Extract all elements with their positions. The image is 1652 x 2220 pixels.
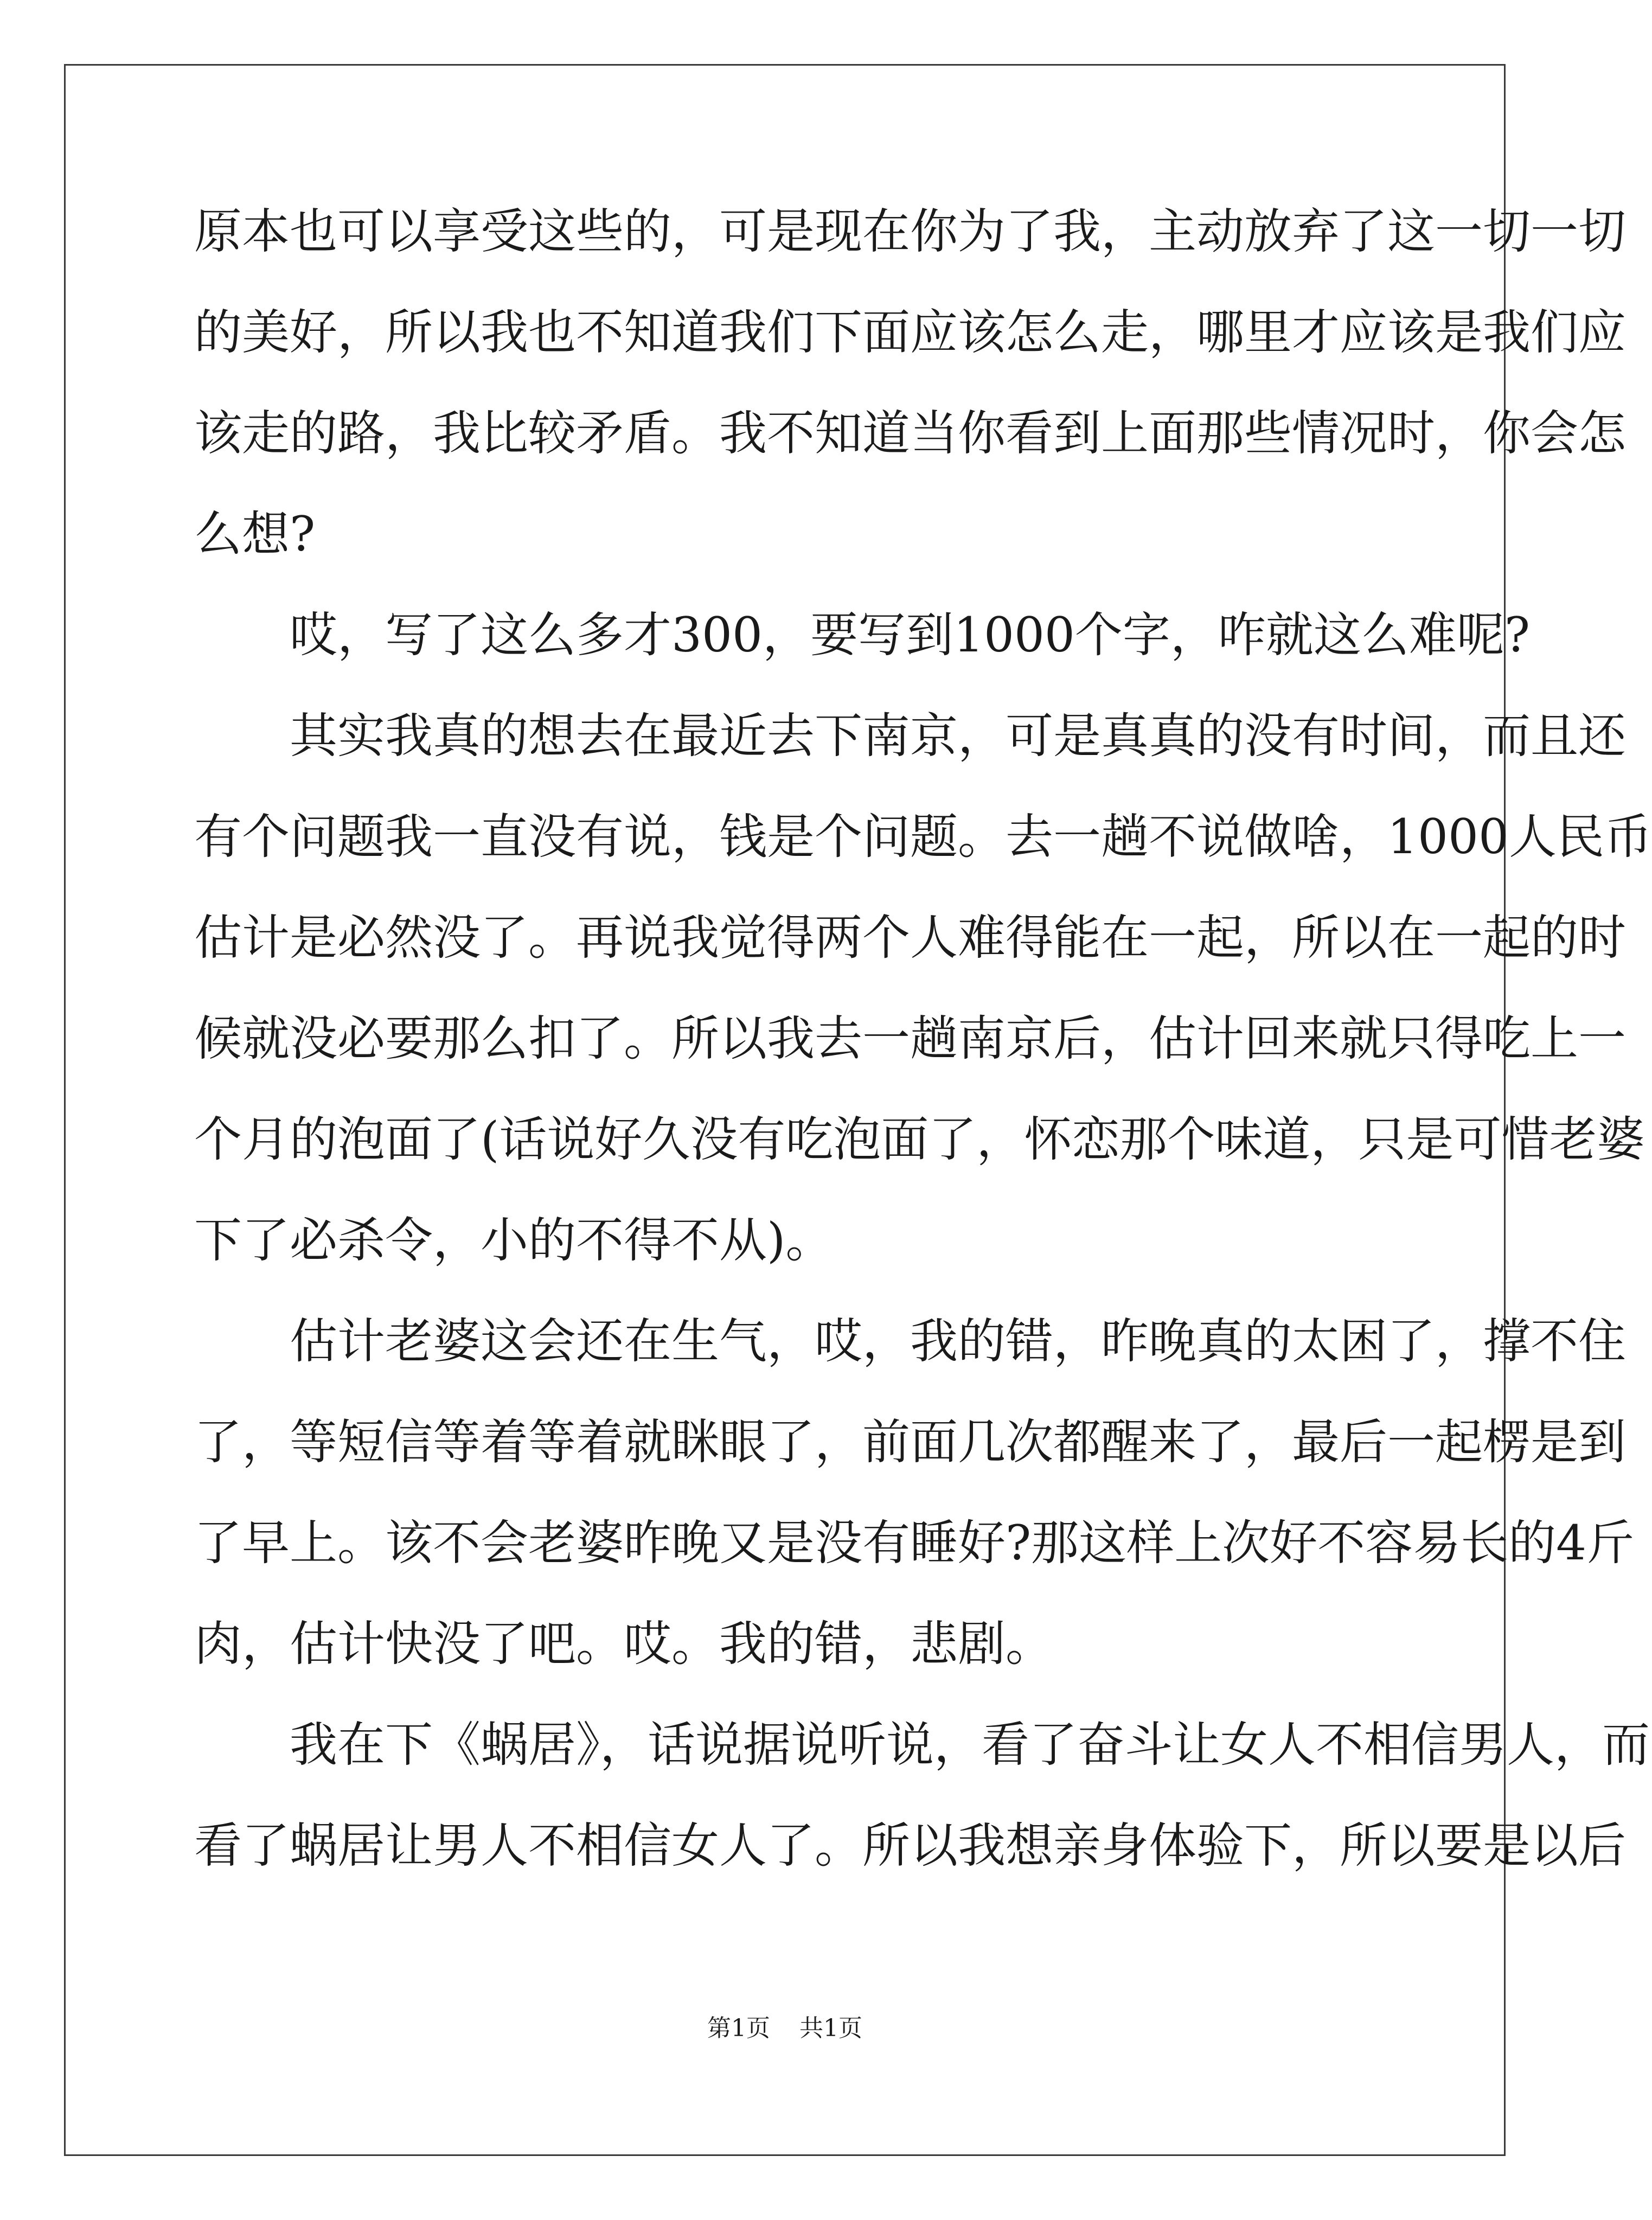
text-line: 哎，写了这么多才300，要写到1000个字，咋就这么难呢? xyxy=(194,607,1531,663)
text-line: 么想? xyxy=(194,506,316,562)
text-line: 我在下《蜗居》，话说据说听说，看了奋斗让女人不相信男人，而 xyxy=(194,1717,1650,1773)
text-line: 估计老婆这会还在生气，哎，我的错，昨晚真的太困了，撑不住 xyxy=(194,1313,1627,1369)
text-line: 下了必杀令，小的不得不从)。 xyxy=(194,1212,834,1268)
text-line: 的美好，所以我也不知道我们下面应该怎么走，哪里才应该是我们应 xyxy=(194,304,1627,360)
text-line: 其实我真的想去在最近去下南京，可是真真的没有时间，而且还 xyxy=(194,708,1627,764)
text-line: 估计是必然没了。再说我觉得两个人难得能在一起，所以在一起的时 xyxy=(194,910,1627,965)
text-line: 候就没必要那么扣了。所以我去一趟南京后，估计回来就只得吃上一 xyxy=(194,1010,1627,1066)
text-line: 有个问题我一直没有说，钱是个问题。去一趟不说做啥，1000人民币 xyxy=(194,809,1652,865)
text-line: 看了蜗居让男人不相信女人了。所以我想亲身体验下，所以要是以后 xyxy=(194,1818,1627,1873)
text-line: 肉，估计快没了吧。哎。我的错，悲剧。 xyxy=(194,1616,1054,1672)
page-number: 第1页 xyxy=(707,2014,770,2042)
text-line: 个月的泡面了(话说好久没有吃泡面了，怀恋那个味道，只是可惜老婆 xyxy=(194,1111,1645,1167)
document-body xyxy=(194,203,1652,1923)
text-line: 了，等短信等着等着就眯眼了，前面几次都醒来了，最后一起楞是到 xyxy=(194,1414,1627,1470)
text-line: 原本也可以享受这些的，可是现在你为了我，主动放弃了这一切一切 xyxy=(194,203,1627,259)
text-line: 该走的路，我比较矛盾。我不知道当你看到上面那些情况时，你会怎 xyxy=(194,405,1627,461)
text-line: 了早上。该不会老婆昨晚又是没有睡好?那这样上次好不容易长的4斤 xyxy=(194,1515,1635,1571)
page-footer xyxy=(0,2014,1570,2042)
page-total: 共1页 xyxy=(799,2014,862,2042)
